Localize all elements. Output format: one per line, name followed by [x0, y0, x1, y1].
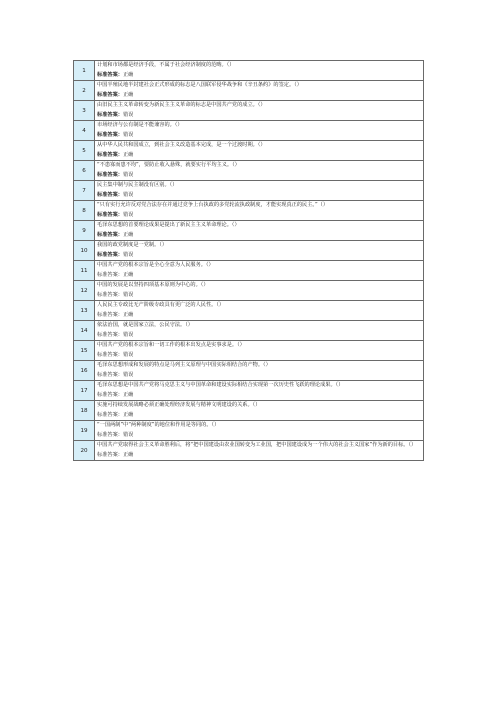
- table-row: [74, 61, 424, 81]
- answer-value: 正确: [122, 311, 134, 318]
- question-cell: [95, 241, 424, 261]
- answer-value: 错误: [122, 171, 134, 178]
- question-number: 14: [74, 321, 95, 341]
- question-cell: [95, 441, 424, 461]
- table-row: [74, 221, 424, 241]
- answer-line: [97, 131, 421, 141]
- answer-value: 错误: [122, 211, 134, 218]
- question-text: 毛泽东思想的首要理论成果是提出了新民主主义革命理论。（）: [97, 222, 240, 228]
- question-cell: [95, 261, 424, 281]
- question-cell: [95, 141, 424, 161]
- question-number: 20: [74, 441, 95, 461]
- question-cell: [95, 421, 424, 441]
- question-cell: [95, 221, 424, 241]
- table-row: [74, 321, 424, 341]
- answer-line: [97, 211, 421, 221]
- question-number: 4: [74, 121, 95, 141]
- table-row: [74, 241, 424, 261]
- answer-label: 标准答案：: [97, 391, 123, 398]
- answer-label: 标准答案：: [97, 451, 123, 458]
- question-number: 16: [74, 361, 95, 381]
- answer-value: 正确: [122, 411, 134, 418]
- question-cell: [95, 401, 424, 421]
- answer-label: 标准答案：: [97, 151, 123, 158]
- question-cell: [95, 181, 424, 201]
- answer-value: 正确: [122, 391, 134, 398]
- question-text: 中国共产党的根本宗旨是全心全意为人民服务。（）: [97, 262, 214, 268]
- answer-label: 标准答案：: [97, 291, 123, 298]
- table-row: [74, 81, 424, 101]
- table-row: [74, 121, 424, 141]
- question-text: 毛泽东思想形成和发展的特点是马列主义原理与中国实际相结合的产物。（）: [97, 362, 271, 368]
- question-text: “不患寡而患不均”，要防止收入悬殊，就要实行平均主义。（）: [97, 162, 240, 168]
- answer-value: 错误: [122, 351, 134, 358]
- question-text: “只有实行允许反对党合法存在并通过竞争上台执政的多党轮流执政制度，才能实现真正的民主。”（）: [97, 202, 329, 208]
- table-row: [74, 141, 424, 161]
- answer-value: 正确: [122, 451, 134, 458]
- answer-value: 错误: [122, 111, 134, 118]
- answer-line: [97, 331, 421, 341]
- answer-line: [97, 291, 421, 301]
- answer-label: 标准答案：: [97, 211, 123, 218]
- answer-value: 错误: [122, 251, 134, 258]
- answer-label: 标准答案：: [97, 331, 123, 338]
- answer-value: 错误: [122, 431, 134, 438]
- answer-value: 错误: [122, 191, 134, 198]
- answer-line: [97, 151, 421, 161]
- question-text: 由旧民主主义革命转变为新民主主义革命的标志是中国共产党的成立。（）: [97, 102, 266, 108]
- answer-label: 标准答案：: [97, 131, 123, 138]
- question-cell: [95, 321, 424, 341]
- answer-label: 标准答案：: [97, 431, 123, 438]
- answer-label: 标准答案：: [97, 371, 123, 378]
- table-row: [74, 261, 424, 281]
- question-text: 中国的发展是以坚持四项基本原则为中心的。（）: [97, 282, 209, 288]
- question-text: 毛泽东思想是中国共产党将马克思主义与中国革命和建设实际相结合实现第一次历史性飞跃的理论成果。（）: [97, 382, 344, 388]
- question-text: 我国的政党制度是一党制。（）: [97, 242, 168, 248]
- question-number: 12: [74, 281, 95, 301]
- table-row: [74, 441, 424, 461]
- question-number: 18: [74, 401, 95, 421]
- question-number: 10: [74, 241, 95, 261]
- question-text: 从中华人民共和国成立，到社会主义改造基本完成，是一个过渡时期。（）: [97, 142, 266, 148]
- answer-line: [97, 191, 421, 201]
- question-text: 人民民主专政比无产阶级专政具有更广泛的人民性。（）: [97, 302, 225, 308]
- question-cell: [95, 101, 424, 121]
- answer-line: [97, 411, 421, 421]
- table-row: [74, 101, 424, 121]
- question-number: 1: [74, 61, 95, 81]
- question-number: 5: [74, 141, 95, 161]
- table-row: [74, 281, 424, 301]
- answer-label: 标准答案：: [97, 311, 123, 318]
- table-row: [74, 181, 424, 201]
- answer-value: 正确: [122, 151, 134, 158]
- answer-value: 错误: [122, 131, 134, 138]
- question-text: “一国两制”中“两种制度”的地位和作用是等同的。（）: [97, 422, 220, 428]
- answer-label: 标准答案：: [97, 231, 123, 238]
- question-number: 7: [74, 181, 95, 201]
- table-row: [74, 401, 424, 421]
- question-cell: [95, 201, 424, 221]
- answer-line: [97, 431, 421, 441]
- question-cell: [95, 61, 424, 81]
- answer-line: [97, 171, 421, 181]
- answer-line: [97, 371, 421, 381]
- question-cell: [95, 81, 424, 101]
- answer-label: 标准答案：: [97, 251, 123, 258]
- question-number: 17: [74, 381, 95, 401]
- answer-line: [97, 231, 421, 241]
- question-text: 中国半殖民地半封建社会正式形成的标志是八国联军侵华战争和《辛丑条约》的签定。（）: [97, 82, 302, 88]
- table-row: [74, 341, 424, 361]
- answer-label: 标准答案：: [97, 191, 123, 198]
- answer-label: 标准答案：: [97, 351, 123, 358]
- question-number: 11: [74, 261, 95, 281]
- table-row: [74, 361, 424, 381]
- question-number: 15: [74, 341, 95, 361]
- answer-line: [97, 91, 421, 101]
- question-text: 实施可持续发展战略必须正确处理经济发展与精神文明建设的关系。（）: [97, 402, 261, 408]
- question-table: [73, 60, 424, 461]
- table-row: [74, 301, 424, 321]
- answer-line: [97, 111, 421, 121]
- answer-label: 标准答案：: [97, 271, 123, 278]
- question-cell: [95, 281, 424, 301]
- answer-line: [97, 311, 421, 321]
- answer-line: [97, 391, 421, 401]
- answer-value: 错误: [122, 291, 134, 298]
- table-row: [74, 161, 424, 181]
- question-text: 依法治国，就是国家立法，公民守法。（）: [97, 322, 193, 328]
- question-cell: [95, 361, 424, 381]
- question-text: 计划和市场都是经济手段，不属于社会经济制度的范畴。（）: [97, 62, 235, 68]
- answer-label: 标准答案：: [97, 411, 123, 418]
- question-cell: [95, 381, 424, 401]
- table-row: [74, 381, 424, 401]
- answer-label: 标准答案：: [97, 111, 123, 118]
- answer-line: [97, 351, 421, 361]
- answer-label: 标准答案：: [97, 71, 123, 78]
- answer-label: 标准答案：: [97, 171, 123, 178]
- question-number: 6: [74, 161, 95, 181]
- question-number: 13: [74, 301, 95, 321]
- question-number: 9: [74, 221, 95, 241]
- answer-line: [97, 71, 421, 81]
- question-number: 19: [74, 421, 95, 441]
- question-text: 市场经济与公有制是不能兼容的。（）: [97, 122, 183, 128]
- question-cell: [95, 161, 424, 181]
- question-number: 2: [74, 81, 95, 101]
- table-row: [74, 421, 424, 441]
- question-text: 民主集中制与民主制没有区别。（）: [97, 182, 178, 188]
- answer-value: 错误: [122, 371, 134, 378]
- answer-line: [97, 251, 421, 261]
- answer-value: 错误: [122, 331, 134, 338]
- answer-line: [97, 271, 421, 281]
- answer-value: 正确: [122, 231, 134, 238]
- answer-line: [97, 451, 421, 461]
- answer-value: 正确: [122, 71, 134, 78]
- question-cell: [95, 341, 424, 361]
- question-number: 8: [74, 201, 95, 221]
- question-text: 中国共产党的根本宗旨和一切工作的根本出发点是实事求是。（）: [97, 342, 245, 348]
- question-number: 3: [74, 101, 95, 121]
- answer-value: 正确: [122, 91, 134, 98]
- question-cell: [95, 121, 424, 141]
- question-text: 中国共产党取得社会主义革命胜利后，将“把中国建设由农业国转变为工业国，把中国建设成为一个伟大的社会主义国家”作为新的目标。（）: [97, 442, 417, 448]
- answer-value: 正确: [122, 271, 134, 278]
- answer-label: 标准答案：: [97, 91, 123, 98]
- question-cell: [95, 301, 424, 321]
- table-row: [74, 201, 424, 221]
